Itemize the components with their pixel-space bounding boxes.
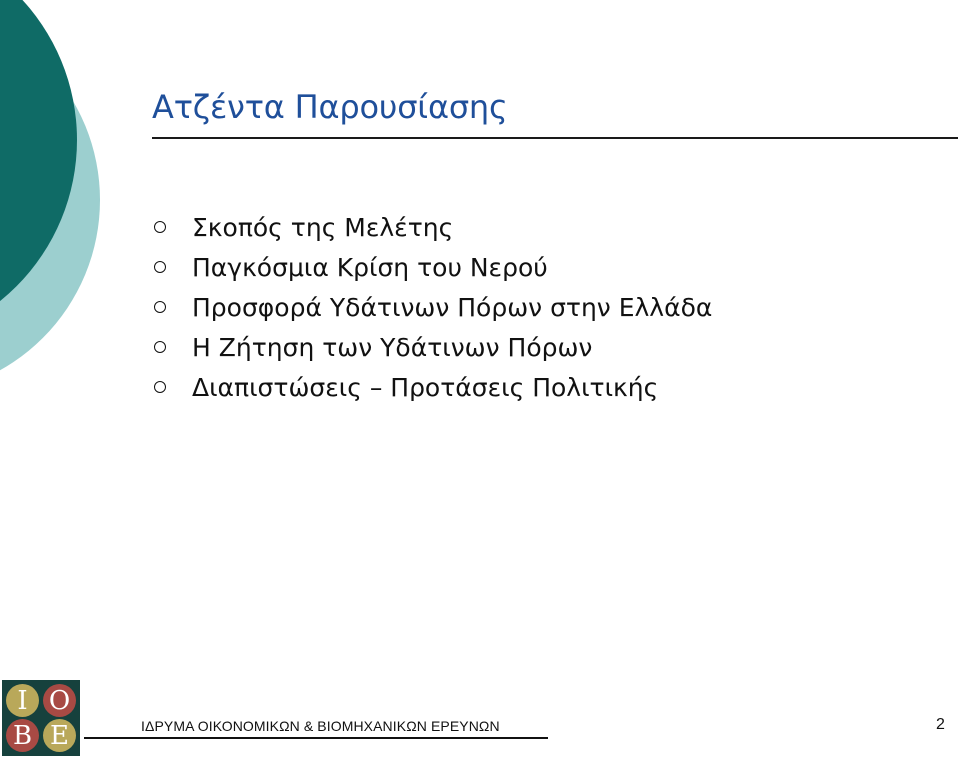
hollow-circle-bullet-icon xyxy=(154,301,166,313)
agenda-item xyxy=(154,247,712,287)
logo-letter-bottom-right: Ε xyxy=(43,719,76,752)
agenda-list xyxy=(154,207,712,407)
agenda-item-label: Παγκόσμια Κρίση του Νερού xyxy=(192,252,548,282)
agenda-item-label: Διαπιστώσεις – Προτάσεις Πολιτικής xyxy=(192,372,659,402)
logo-letter-top-left: Ι xyxy=(6,684,39,717)
hollow-circle-bullet-icon xyxy=(154,221,166,233)
agenda-item-label: Σκοπός της Μελέτης xyxy=(192,212,454,242)
slide-title: Ατζέντα Παρουσίασης xyxy=(152,88,508,126)
agenda-item xyxy=(154,327,712,367)
logo-letter-bottom-left: Β xyxy=(6,719,39,752)
title-underline xyxy=(152,137,958,139)
agenda-item xyxy=(154,207,712,247)
iobe-logo xyxy=(2,680,80,756)
logo-letter-top-right: Ο xyxy=(43,684,76,717)
agenda-item xyxy=(154,287,712,327)
decorative-circles xyxy=(0,0,110,380)
hollow-circle-bullet-icon xyxy=(154,261,166,273)
agenda-item xyxy=(154,367,712,407)
hollow-circle-bullet-icon xyxy=(154,381,166,393)
page-number: 2 xyxy=(936,716,945,733)
agenda-item-label: Προσφορά Υδάτινων Πόρων στην Ελλάδα xyxy=(192,292,713,322)
agenda-item-label: Η Ζήτηση των Υδάτινων Πόρων xyxy=(192,332,593,362)
footer-organization-name: ΙΔΡΥΜΑ ΟΙΚΟΝΟΜΙΚΩΝ & ΒΙΟΜΗΧΑΝΙΚΩΝ ΕΡΕΥΝΩΝ xyxy=(141,718,500,734)
footer-underline xyxy=(84,737,548,739)
hollow-circle-bullet-icon xyxy=(154,341,166,353)
